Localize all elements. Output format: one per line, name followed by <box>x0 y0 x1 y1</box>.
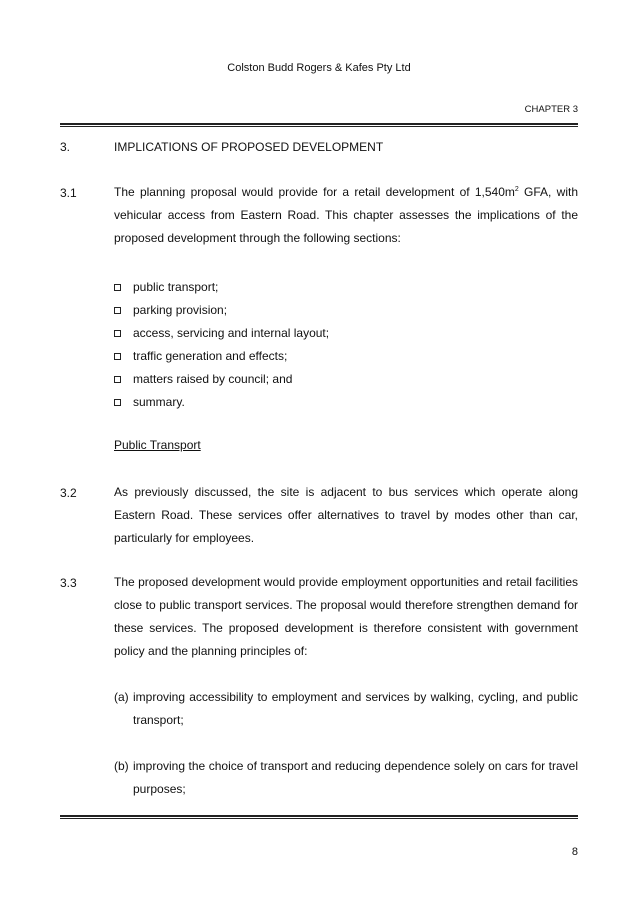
chapter-label: CHAPTER 3 <box>524 104 578 115</box>
checkbox-bullet-icon <box>114 399 121 406</box>
paragraph-3-3: The proposed development would provide employment opportunities and retail facilities close to public transport services. The proposal would therefore strengthen demand for these services. The proposed development is therefore consistent with government policy and the planning principles of: <box>114 575 578 658</box>
list-item-text: traffic generation and effects; <box>133 349 288 363</box>
paragraph-number-3-2: 3.2 <box>60 486 77 500</box>
sections-list <box>114 276 554 414</box>
list-item <box>114 276 554 299</box>
paragraph-number-3-3: 3.3 <box>60 576 77 590</box>
list-item-text: access, servicing and internal layout; <box>133 326 330 340</box>
list-item <box>114 368 554 391</box>
company-header: Colston Budd Rogers & Kafes Pty Ltd <box>227 62 411 74</box>
checkbox-bullet-icon <box>114 284 121 291</box>
section-number: 3. <box>60 140 71 154</box>
principle-item-b <box>114 755 578 801</box>
list-item <box>114 322 554 345</box>
checkbox-bullet-icon <box>114 307 121 314</box>
paragraph-number-3-1: 3.1 <box>60 186 77 200</box>
subheading-public-transport: Public Transport <box>114 438 201 452</box>
principle-text: improving the choice of transport and reducing dependence solely on cars for travel purposes; <box>133 759 578 796</box>
list-item-text: public transport; <box>133 280 219 294</box>
principle-item-a <box>114 686 578 732</box>
paragraph-3-1-text-b: GFA, with vehicular access from Eastern Road. This chapter assesses the implications of the proposed development through the following sections: <box>114 185 578 245</box>
page-number: 8 <box>571 846 578 858</box>
footer-divider <box>60 815 578 819</box>
superscript-2: 2 <box>514 186 519 193</box>
list-item <box>114 391 554 414</box>
paragraph-3-1 <box>114 181 578 250</box>
checkbox-bullet-icon <box>114 330 121 337</box>
list-item-text: matters raised by council; and <box>133 372 293 386</box>
list-item-text: parking provision; <box>133 303 228 317</box>
principle-label: (b) <box>114 759 129 773</box>
principle-text: improving accessibility to employment and services by walking, cycling, and public transport; <box>133 690 578 727</box>
paragraph-3-2: As previously discussed, the site is adjacent to bus services which operate along Eastern Road. These services offer alternatives to travel by modes other than car, particularly for employees. <box>114 485 578 545</box>
section-title: IMPLICATIONS OF PROPOSED DEVELOPMENT <box>114 140 384 154</box>
list-item-text: summary. <box>133 395 185 409</box>
list-item <box>114 299 554 322</box>
header-divider <box>60 123 578 127</box>
principle-label: (a) <box>114 690 129 704</box>
checkbox-bullet-icon <box>114 376 121 383</box>
list-item <box>114 345 554 368</box>
checkbox-bullet-icon <box>114 353 121 360</box>
paragraph-3-1-text-a: The planning proposal would provide for a retail development of 1,540m <box>114 185 515 199</box>
